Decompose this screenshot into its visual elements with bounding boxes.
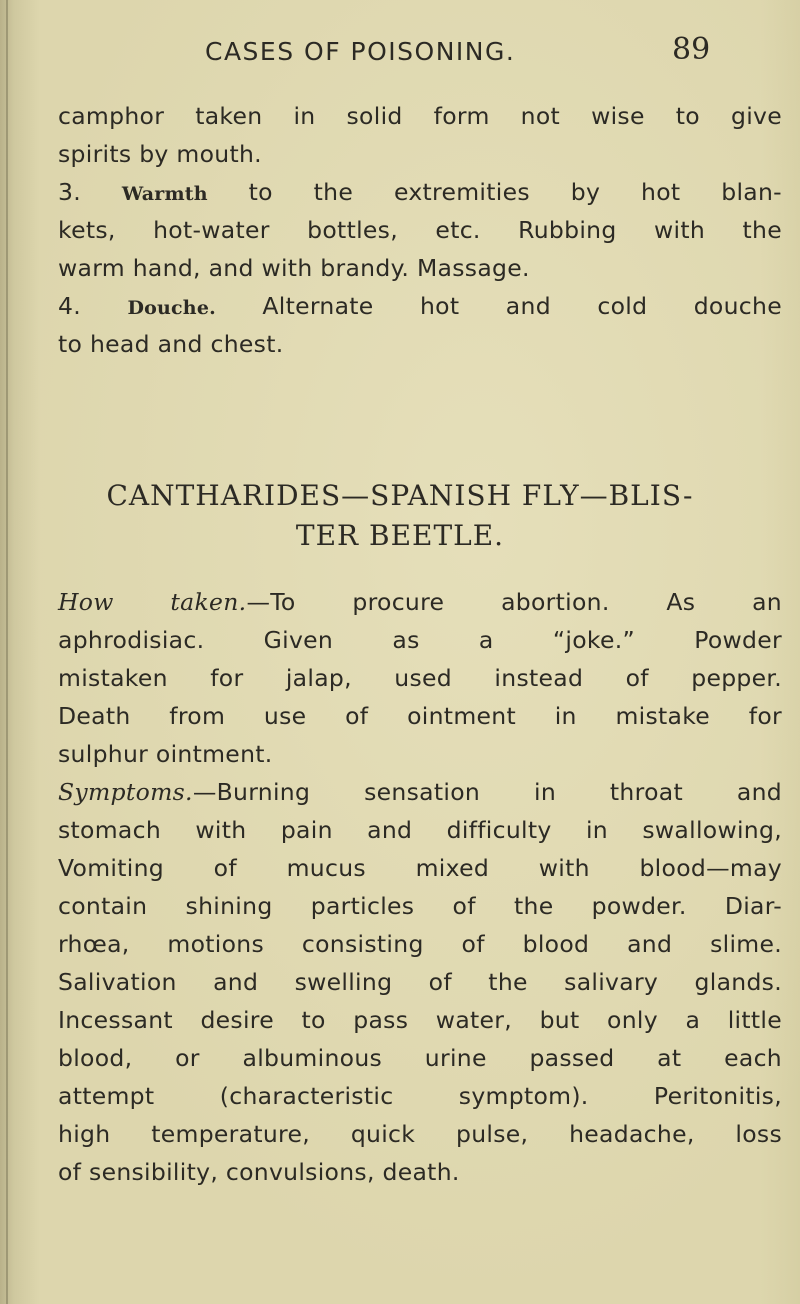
how-taken-paragraph bbox=[58, 586, 782, 618]
item-number: 4. bbox=[58, 292, 82, 320]
symptoms-label: Symptoms. bbox=[58, 778, 193, 806]
text-line: mistaken for jalap, used instead of pepper. bbox=[58, 664, 782, 692]
text-line: attempt (characteristic symptom). Peritonitis, bbox=[58, 1082, 782, 1110]
text-line: Salivation and swelling of the salivary glands. bbox=[58, 968, 782, 996]
text-line: aphrodisiac. Given as a “joke.” Powder bbox=[58, 626, 782, 654]
item-text: to the extremities by hot blan- bbox=[248, 178, 782, 206]
symptoms-paragraph bbox=[58, 776, 782, 808]
section-heading-line-1: CANTHARIDES—SPANISH FLY—BLIS- bbox=[106, 479, 694, 512]
item-lead: Douche. bbox=[127, 297, 216, 319]
how-taken-label: How taken. bbox=[58, 588, 247, 616]
item-lead: Warmth bbox=[121, 183, 208, 205]
running-head bbox=[0, 32, 800, 72]
text-line: Incessant desire to pass water, but only a little bbox=[58, 1006, 782, 1034]
running-title: CASES OF POISONING. bbox=[205, 37, 516, 66]
text-run: —Burning sensation in throat and bbox=[192, 778, 782, 806]
text-line: sulphur ointment. bbox=[58, 740, 273, 768]
text-line: blood, or albuminous urine passed at each bbox=[58, 1044, 782, 1072]
section-heading-line-2: TER BEETLE. bbox=[295, 519, 505, 552]
text-line: Death from use of ointment in mistake for bbox=[58, 702, 782, 730]
text-line: to head and chest. bbox=[58, 330, 284, 358]
gutter-shadow bbox=[6, 0, 8, 1304]
text-line: contain shining particles of the powder. Diar- bbox=[58, 892, 782, 920]
treatment-item-3 bbox=[58, 176, 782, 210]
text-run: —To procure abortion. As an bbox=[246, 588, 782, 616]
item-number: 3. bbox=[58, 178, 82, 206]
item-text: Alternate hot and cold douche bbox=[262, 292, 782, 320]
text-line: Vomiting of mucus mixed with blood—may bbox=[58, 854, 782, 882]
treatment-item-4 bbox=[58, 290, 782, 324]
page-number: 89 bbox=[672, 32, 711, 67]
text-line: kets, hot-water bottles, etc. Rubbing with the bbox=[58, 216, 782, 244]
text-line: rhœa, motions consisting of blood and slime. bbox=[58, 930, 782, 958]
text-line: camphor taken in solid form not wise to give bbox=[58, 102, 782, 130]
text-line: high temperature, quick pulse, headache, loss bbox=[58, 1120, 782, 1148]
text-line: spirits by mouth. bbox=[58, 140, 262, 168]
text-line: of sensibility, convulsions, death. bbox=[58, 1158, 460, 1186]
text-line: stomach with pain and difficulty in swallowing, bbox=[58, 816, 782, 844]
text-line: warm hand, and with brandy. Massage. bbox=[58, 254, 530, 282]
